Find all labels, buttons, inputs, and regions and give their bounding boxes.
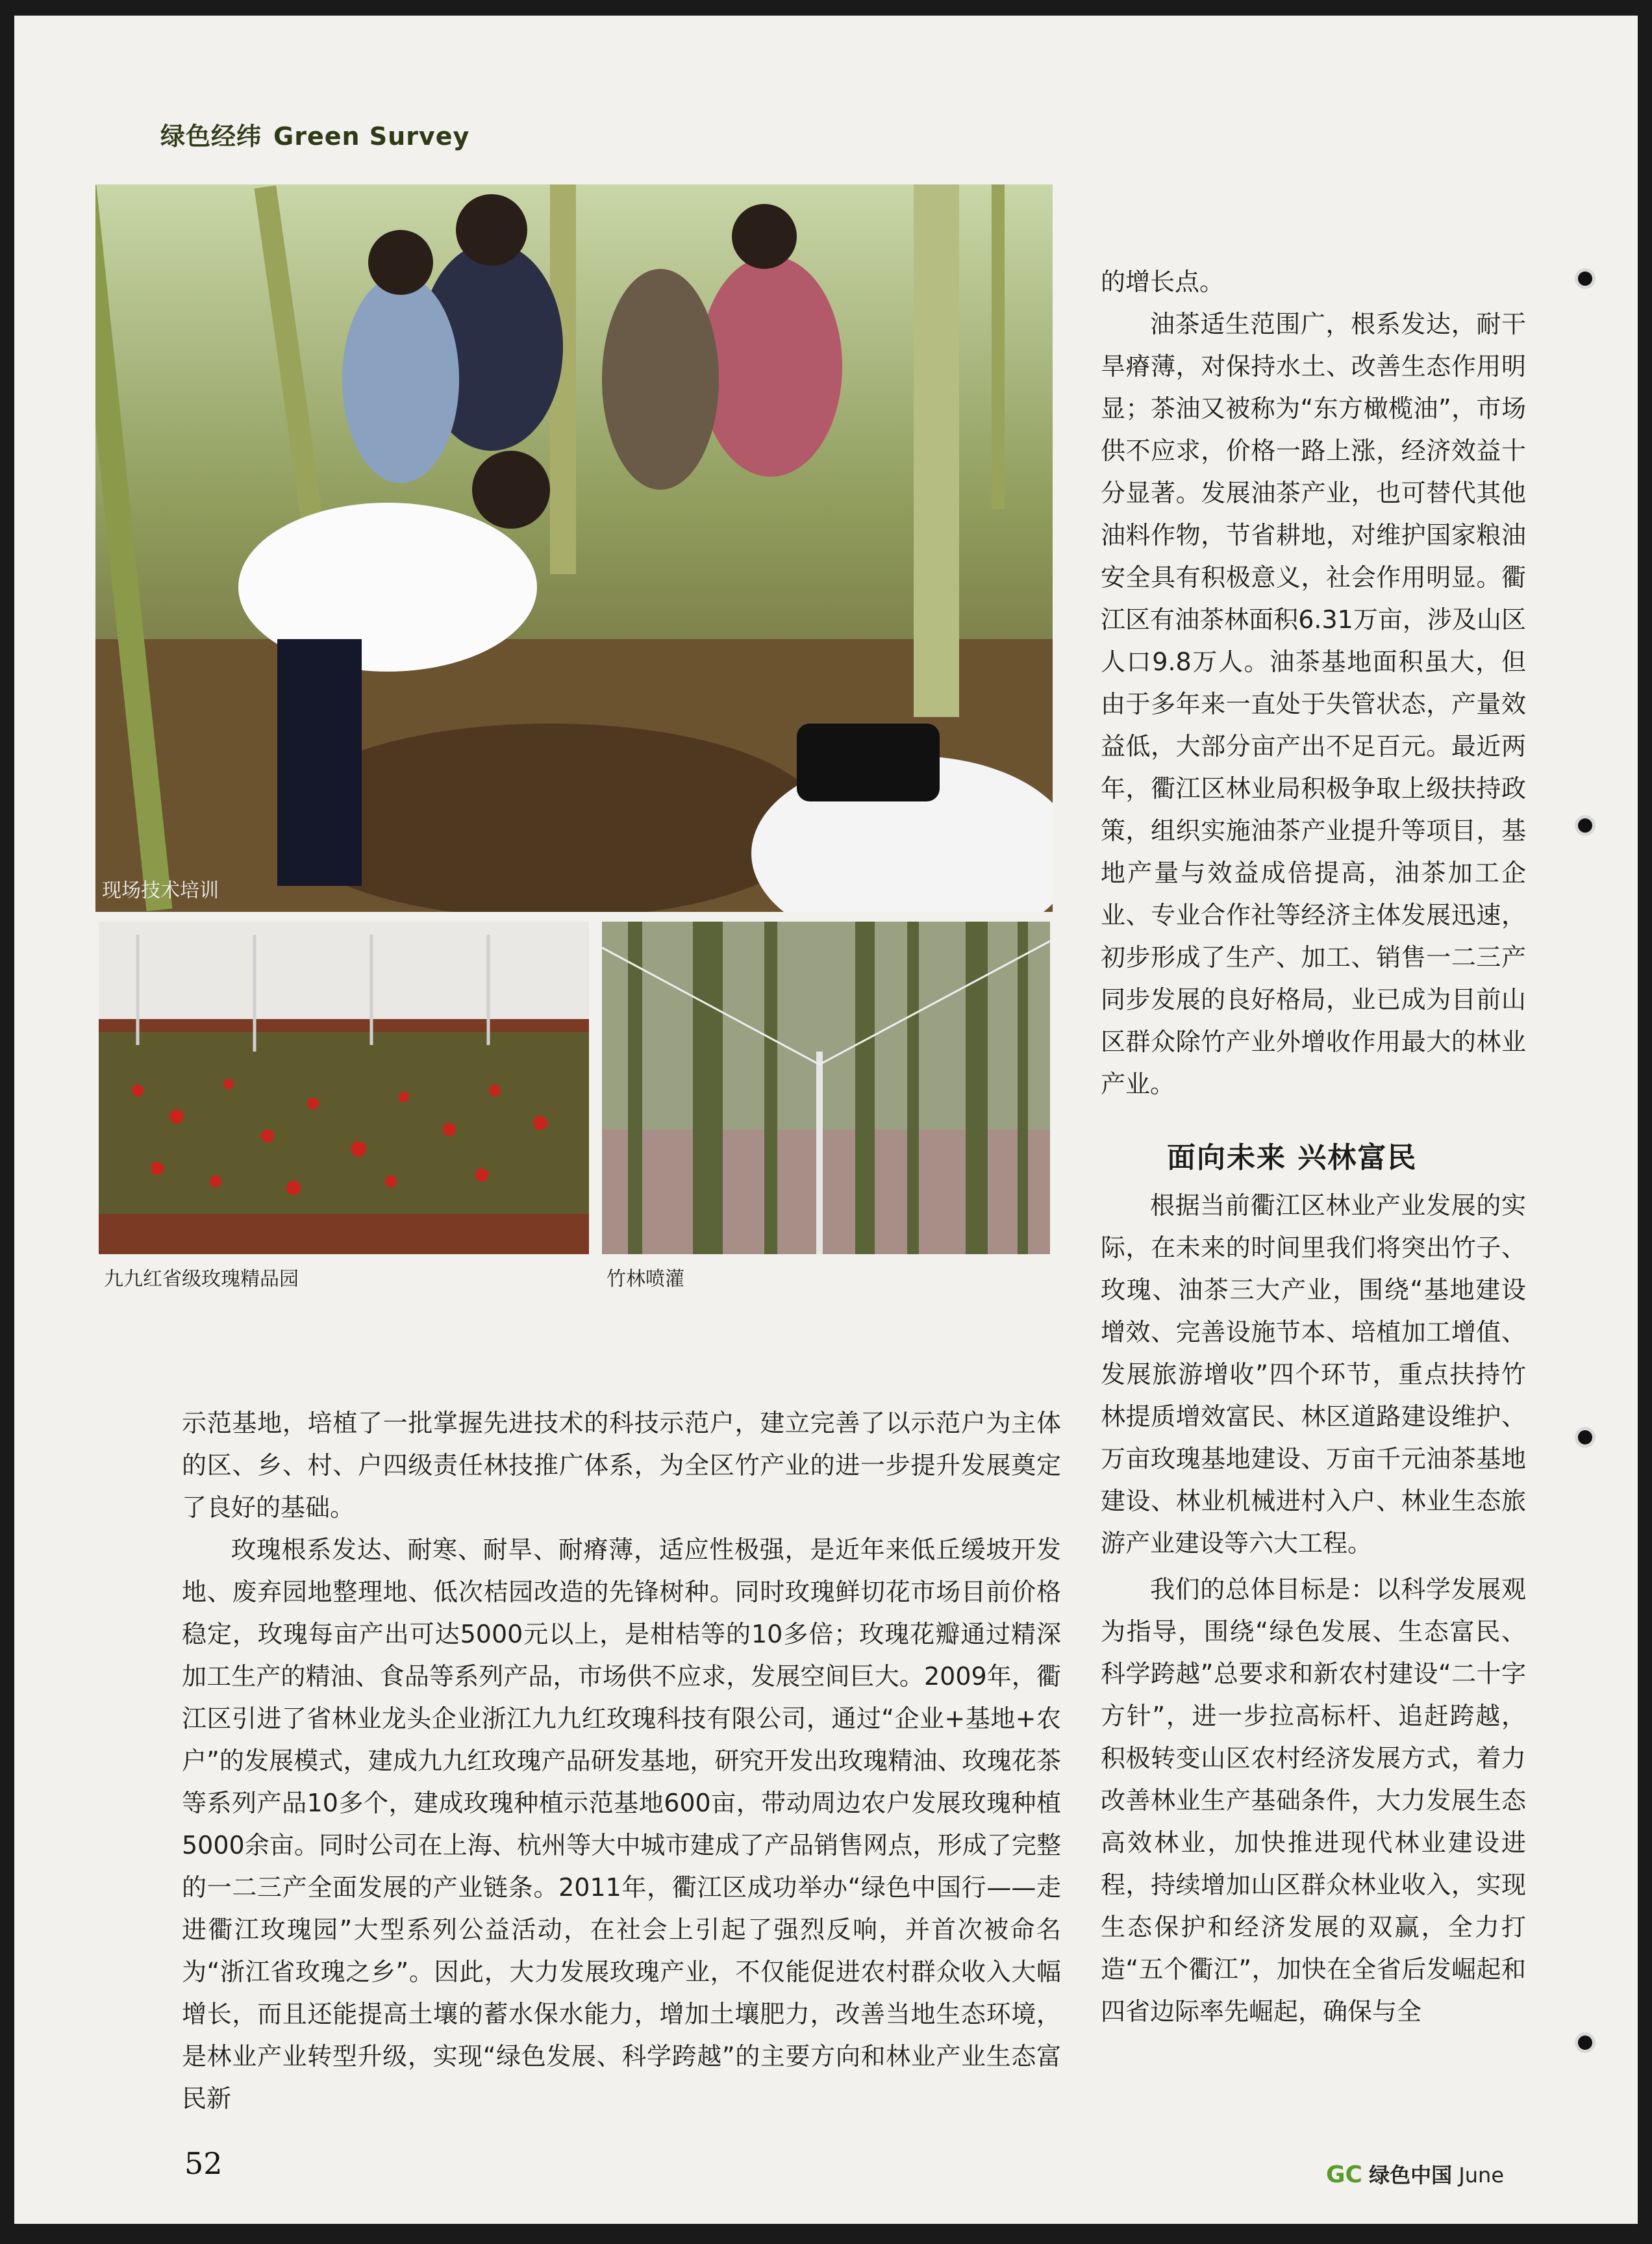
rose-garden-photo xyxy=(99,922,589,1254)
field-training-illustration xyxy=(95,184,1053,912)
field-training-caption: 现场技术培训 xyxy=(102,879,219,902)
bottom-para-2: 玫瑰根系发达、耐寒、耐旱、耐瘠薄，适应性极强，是近年来低丘缓坡开发地、废弃园地整理地、低次桔园改造的先锋树种。同时玫瑰鲜切花市场目前价格稳定，玫瑰每亩产出可达5000元以上，是柑桔等的10多倍；玫瑰花瓣通过精深加工生产的精油、食品等系列产品，市场供不应求，发展空间巨大。2009年，衢江区引进了省林业龙头企业浙江九九红玫瑰科技有限公司，通过“企业+基地+农户”的发展模式，建成九九红玫瑰产品研发基地，研究开发出玫瑰精油、玫瑰花茶等系列产品10多个，建成玫瑰种植示范基地600亩，带动周边农户发展玫瑰种植5000余亩。同时公司在上海、杭州等大中城市建成了产品销售网点，形成了完整的一二三产全面发展的产业链条。2011年，衢江区成功举办“绿色中国行——走进衢江玫瑰园”大型系列公益活动，在社会上引起了强烈反响，并首次被命名为“浙江省玫瑰之乡”。因此，大力发展玫瑰产业，不仅能促进农村群众收入大幅增长，而且还能提高土壤的蓄水保水能力，增加土壤肥力，改善当地生态环境，是林业产业转型升级，实现“绿色发展、科学跨越”的主要方向和林业产业生态富民新 xyxy=(182,1535,1061,2113)
magazine-name: 绿色中国 xyxy=(1369,2163,1453,2187)
binder-hole xyxy=(1578,2036,1592,2050)
magazine-footer xyxy=(1326,2159,1504,2189)
field-training-photo xyxy=(95,184,1053,912)
page-number: 52 xyxy=(184,2146,223,2181)
right-para-3: 根据当前衢江区林业产业发展的实际，在未来的时间里我们将突出竹子、玫瑰、油茶三大产业，围绕“基地建设增效、完善设施节本、培植加工增值、发展旅游增收”四个环节，重点扶持竹林提质增效富民、林区道路建设维护、万亩玫瑰基地建设、万亩千元油茶基地建设、林业机械进村入户、林业生态旅游产业建设等六大工程。 xyxy=(1101,1191,1526,1557)
right-para-4: 我们的总体目标是：以科学发展观为指导，围绕“绿色发展、生态富民、科学跨越”总要求和新农村建设“二十字方针”，进一步拉高标杆、追赶跨越，积极转变山区农村经济发展方式，着力改善林业生产基础条件，大力发展生态高效林业，加快推进现代林业建设进程，持续增加山区群众林业收入，实现生态保护和经济发展的双赢，全力打造“五个衢江”，加快在全省后发崛起和四省边际率先崛起，确保与全 xyxy=(1101,1575,1526,2026)
section-title: 面向未来 兴林富民 xyxy=(1167,1141,1418,1174)
right-para-2: 油茶适生范围广，根系发达，耐干旱瘠薄，对保持水土、改善生态作用明显；茶油又被称为“东方橄榄油”，市场供不应求，价格一路上涨，经济效益十分显著。发展油茶产业，也可替代其他油料作物，节省耕地，对维护国家粮油安全具有积极意义，社会作用明显。衢江区有油茶林面积6.31万亩，涉及山区人口9.8万人。油茶基地面积虽大，但由于多年来一直处于失管状态，产量效益低，大部分亩产出不足百元。最近两年，衢江区林业局积极争取上级扶持政策，组织实施油茶产业提升等项目，基地产量与效益成倍提高，油茶加工企业、专业合作社等经济主体发展迅速，初步形成了生产、加工、销售一二三产同步发展的良好格局，业已成为目前山区群众除竹产业外增收作用最大的林业产业。 xyxy=(1101,310,1526,1098)
right-column-bottom xyxy=(1101,1185,1526,2033)
header-en: Green Survey xyxy=(273,122,470,151)
bottom-left-text xyxy=(182,1402,1061,2120)
magazine-logo: GC xyxy=(1326,2162,1362,2188)
right-para-1: 的增长点。 xyxy=(1101,268,1225,296)
rose-garden-caption: 九九红省级玫瑰精品园 xyxy=(104,1268,299,1291)
binder-hole xyxy=(1578,271,1592,286)
bamboo-irrigation-photo xyxy=(602,922,1050,1254)
binder-hole xyxy=(1578,1430,1592,1444)
header-cn: 绿色经纬 xyxy=(160,122,262,151)
bottom-para-1: 示范基地，培植了一批掌握先进技术的科技示范户，建立完善了以示范户为主体的区、乡、村、户四级责任林技推广体系，为全区竹产业的进一步提升发展奠定了良好的基础。 xyxy=(182,1409,1061,1522)
right-column-top xyxy=(1101,261,1526,1105)
rose-garden-illustration xyxy=(99,922,589,1254)
bamboo-irrigation-illustration xyxy=(602,922,1050,1254)
binder-hole xyxy=(1578,818,1592,833)
section-header xyxy=(160,116,469,152)
bamboo-irrigation-caption: 竹林喷灌 xyxy=(607,1268,684,1291)
magazine-page xyxy=(14,16,1638,2224)
issue-month: June xyxy=(1458,2163,1505,2187)
